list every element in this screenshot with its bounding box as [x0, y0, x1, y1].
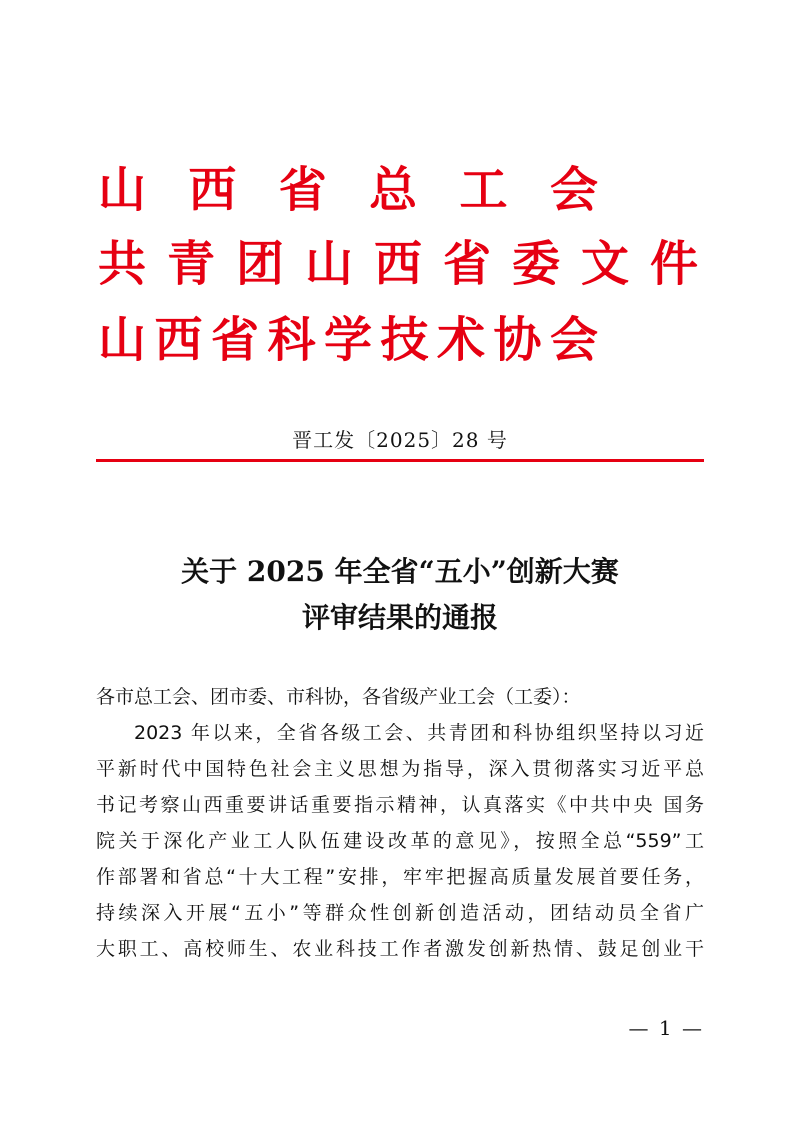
issuer-char: 山 [97, 162, 146, 218]
body-paragraph [96, 715, 704, 967]
paragraph-line: 作部署和省总“十大工程”安排，牢牢把握高质量发展首要任务， [96, 866, 704, 888]
issuer-char: 省 [210, 312, 259, 368]
issuer-char: 会 [549, 162, 598, 218]
paragraph-line: 书记考察山西重要讲话重要指示精神，认真落实《中共中央 国务 [96, 794, 704, 816]
issuer-char: 会 [549, 312, 598, 368]
salutation: 各市总工会、团市委、市科协，各省级产业工会（工委）： [96, 686, 581, 708]
paragraph-line: 2023 年以来，全省各级工会、共青团和科协组织坚持以习近 [134, 722, 704, 744]
issuer-char: 总 [369, 162, 418, 218]
issuer-char: 技 [380, 312, 429, 368]
issuer-char: 术 [436, 312, 485, 368]
issuer-char: 工 [459, 162, 508, 218]
issuer-char: 山 [97, 312, 146, 368]
issuer-line-2 [96, 236, 700, 292]
issuer-char: 委 [511, 236, 560, 292]
document-title-line-2: 评审结果的通报 [301, 601, 498, 634]
paragraph-line: 持续深入开展“五小”等群众性创新创造活动，团结动员全省广 [96, 902, 704, 924]
issuer-line-3 [96, 312, 600, 368]
paragraph-line: 大职工、高校师生、农业科技工作者激发创新热情、鼓足创业干 [96, 938, 704, 960]
issuer-char: 科 [267, 312, 316, 368]
page-number: — 1 — [628, 1016, 704, 1040]
issuer-char: 山 [304, 236, 353, 292]
issuer-char: 团 [235, 236, 284, 292]
paragraph-line: 院关于深化产业工人队伍建设改革的意见》，按照全总“559”工 [96, 830, 704, 852]
issuer-char: 省 [442, 236, 491, 292]
issuer-char: 西 [188, 162, 237, 218]
document-number: 晋工发〔2025〕28 号 [292, 428, 508, 452]
issuer-char: 学 [323, 312, 372, 368]
issuer-char: 西 [154, 312, 203, 368]
issuer-char: 青 [166, 236, 215, 292]
issuer-line-1 [96, 162, 600, 218]
document-title-line-1: 关于 2025 年全省“五小”创新大赛 [181, 555, 619, 588]
issuer-char: 共 [97, 236, 146, 292]
issuer-char: 协 [493, 312, 542, 368]
issuer-char: 件 [649, 236, 698, 292]
paragraph-line: 平新时代中国特色社会主义思想为指导，深入贯彻落实习近平总 [96, 758, 704, 780]
issuer-char: 文 [580, 236, 629, 292]
red-divider [96, 459, 704, 462]
issuer-char: 西 [373, 236, 422, 292]
issuer-char: 省 [278, 162, 327, 218]
